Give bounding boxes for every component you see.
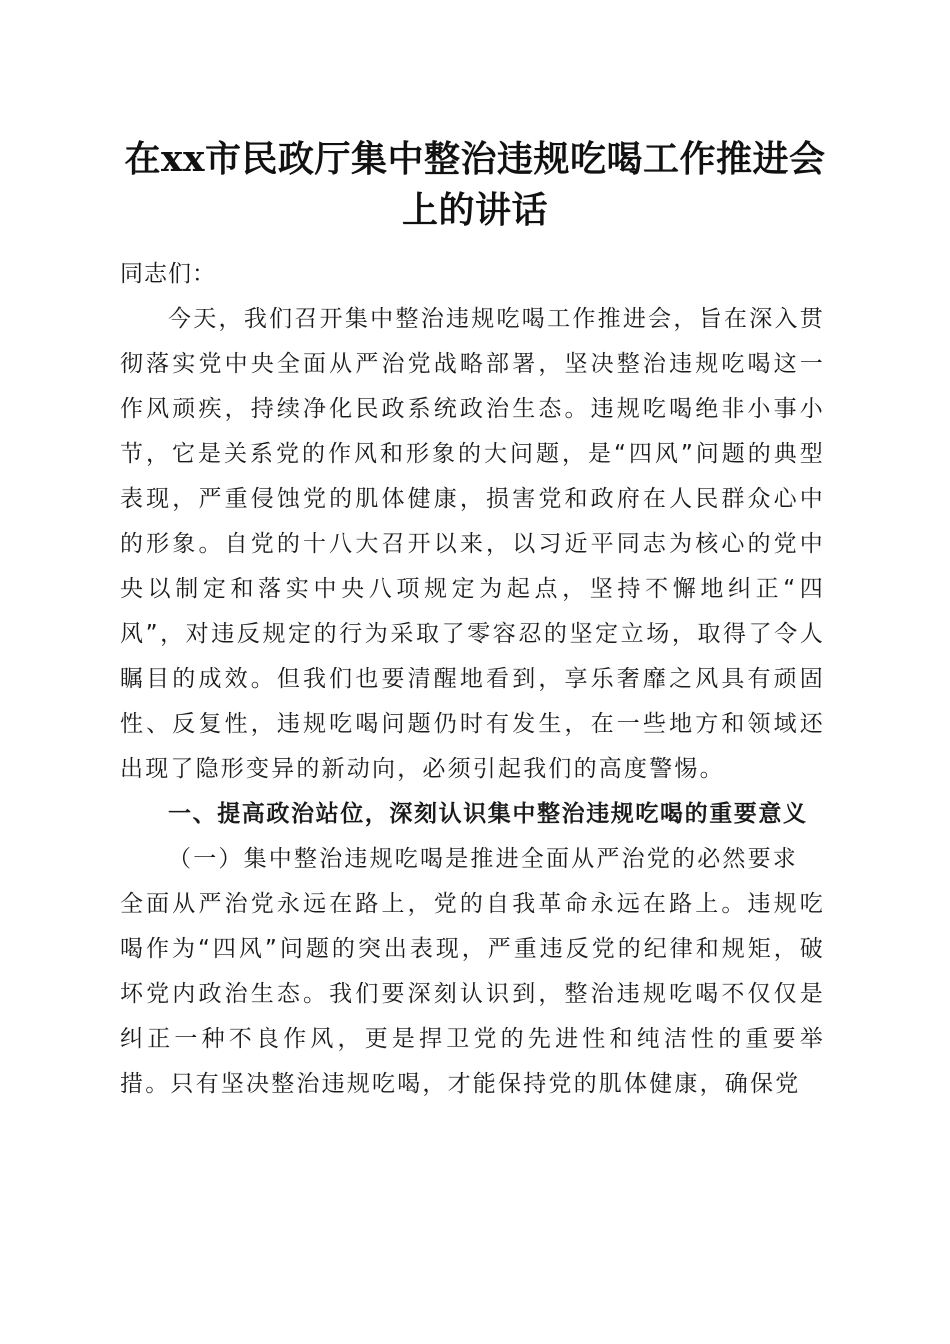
document-body	[120, 252, 825, 1107]
salutation: 同志们：	[120, 261, 216, 287]
title-line-2: 上的讲话	[401, 189, 548, 231]
document-title	[110, 134, 840, 236]
section-1-heading: 一、提高政治站位，深刻认识集中整治违规吃喝的重要意义	[168, 801, 808, 827]
intro-paragraph: 今天，我们召开集中整治违规吃喝工作推进会，旨在深入贯彻落实党中央全面从严治党战略部署，坚决整治违规吃喝这一作风顽疾，持续净化民政系统政治生态。违规吃喝绝非小事小节，它是关系党的作风和形象的大问题，是“四风”问题的典型表现，严重侵蚀党的肌体健康，损害党和政府在人民群众心中的形象。自党的十八大召开以来，以习近平同志为核心的党中央以制定和落实中央八项规定为起点，坚持不懈地纠正“四风”，对违反规定的行为采取了零容忍的坚定立场，取得了令人瞩目的成效。但我们也要清醒地看到，享乐奢靡之风具有顽固性、反复性，违规吃喝问题仍时有发生，在一些地方和领域还出现了隐形变异的新动向，必须引起我们的高度警惕。	[120, 306, 825, 782]
title-line-1: 在xx市民政厅集中整治违规吃喝工作推进会	[124, 138, 826, 180]
subsection-1-heading: （一）集中整治违规吃喝是推进全面从严治党的必然要求	[168, 846, 798, 872]
subsection-1-paragraph: 全面从严治党永远在路上，党的自我革命永远在路上。违规吃喝作为“四风”问题的突出表现，严重违反党的纪律和规矩，破坏党内政治生态。我们要深刻认识到，整治违规吃喝不仅仅是纠正一种不良作风，更是捍卫党的先进性和纯洁性的重要举措。只有坚决整治违规吃喝，才能保持党的肌体健康，确保党	[120, 891, 825, 1097]
